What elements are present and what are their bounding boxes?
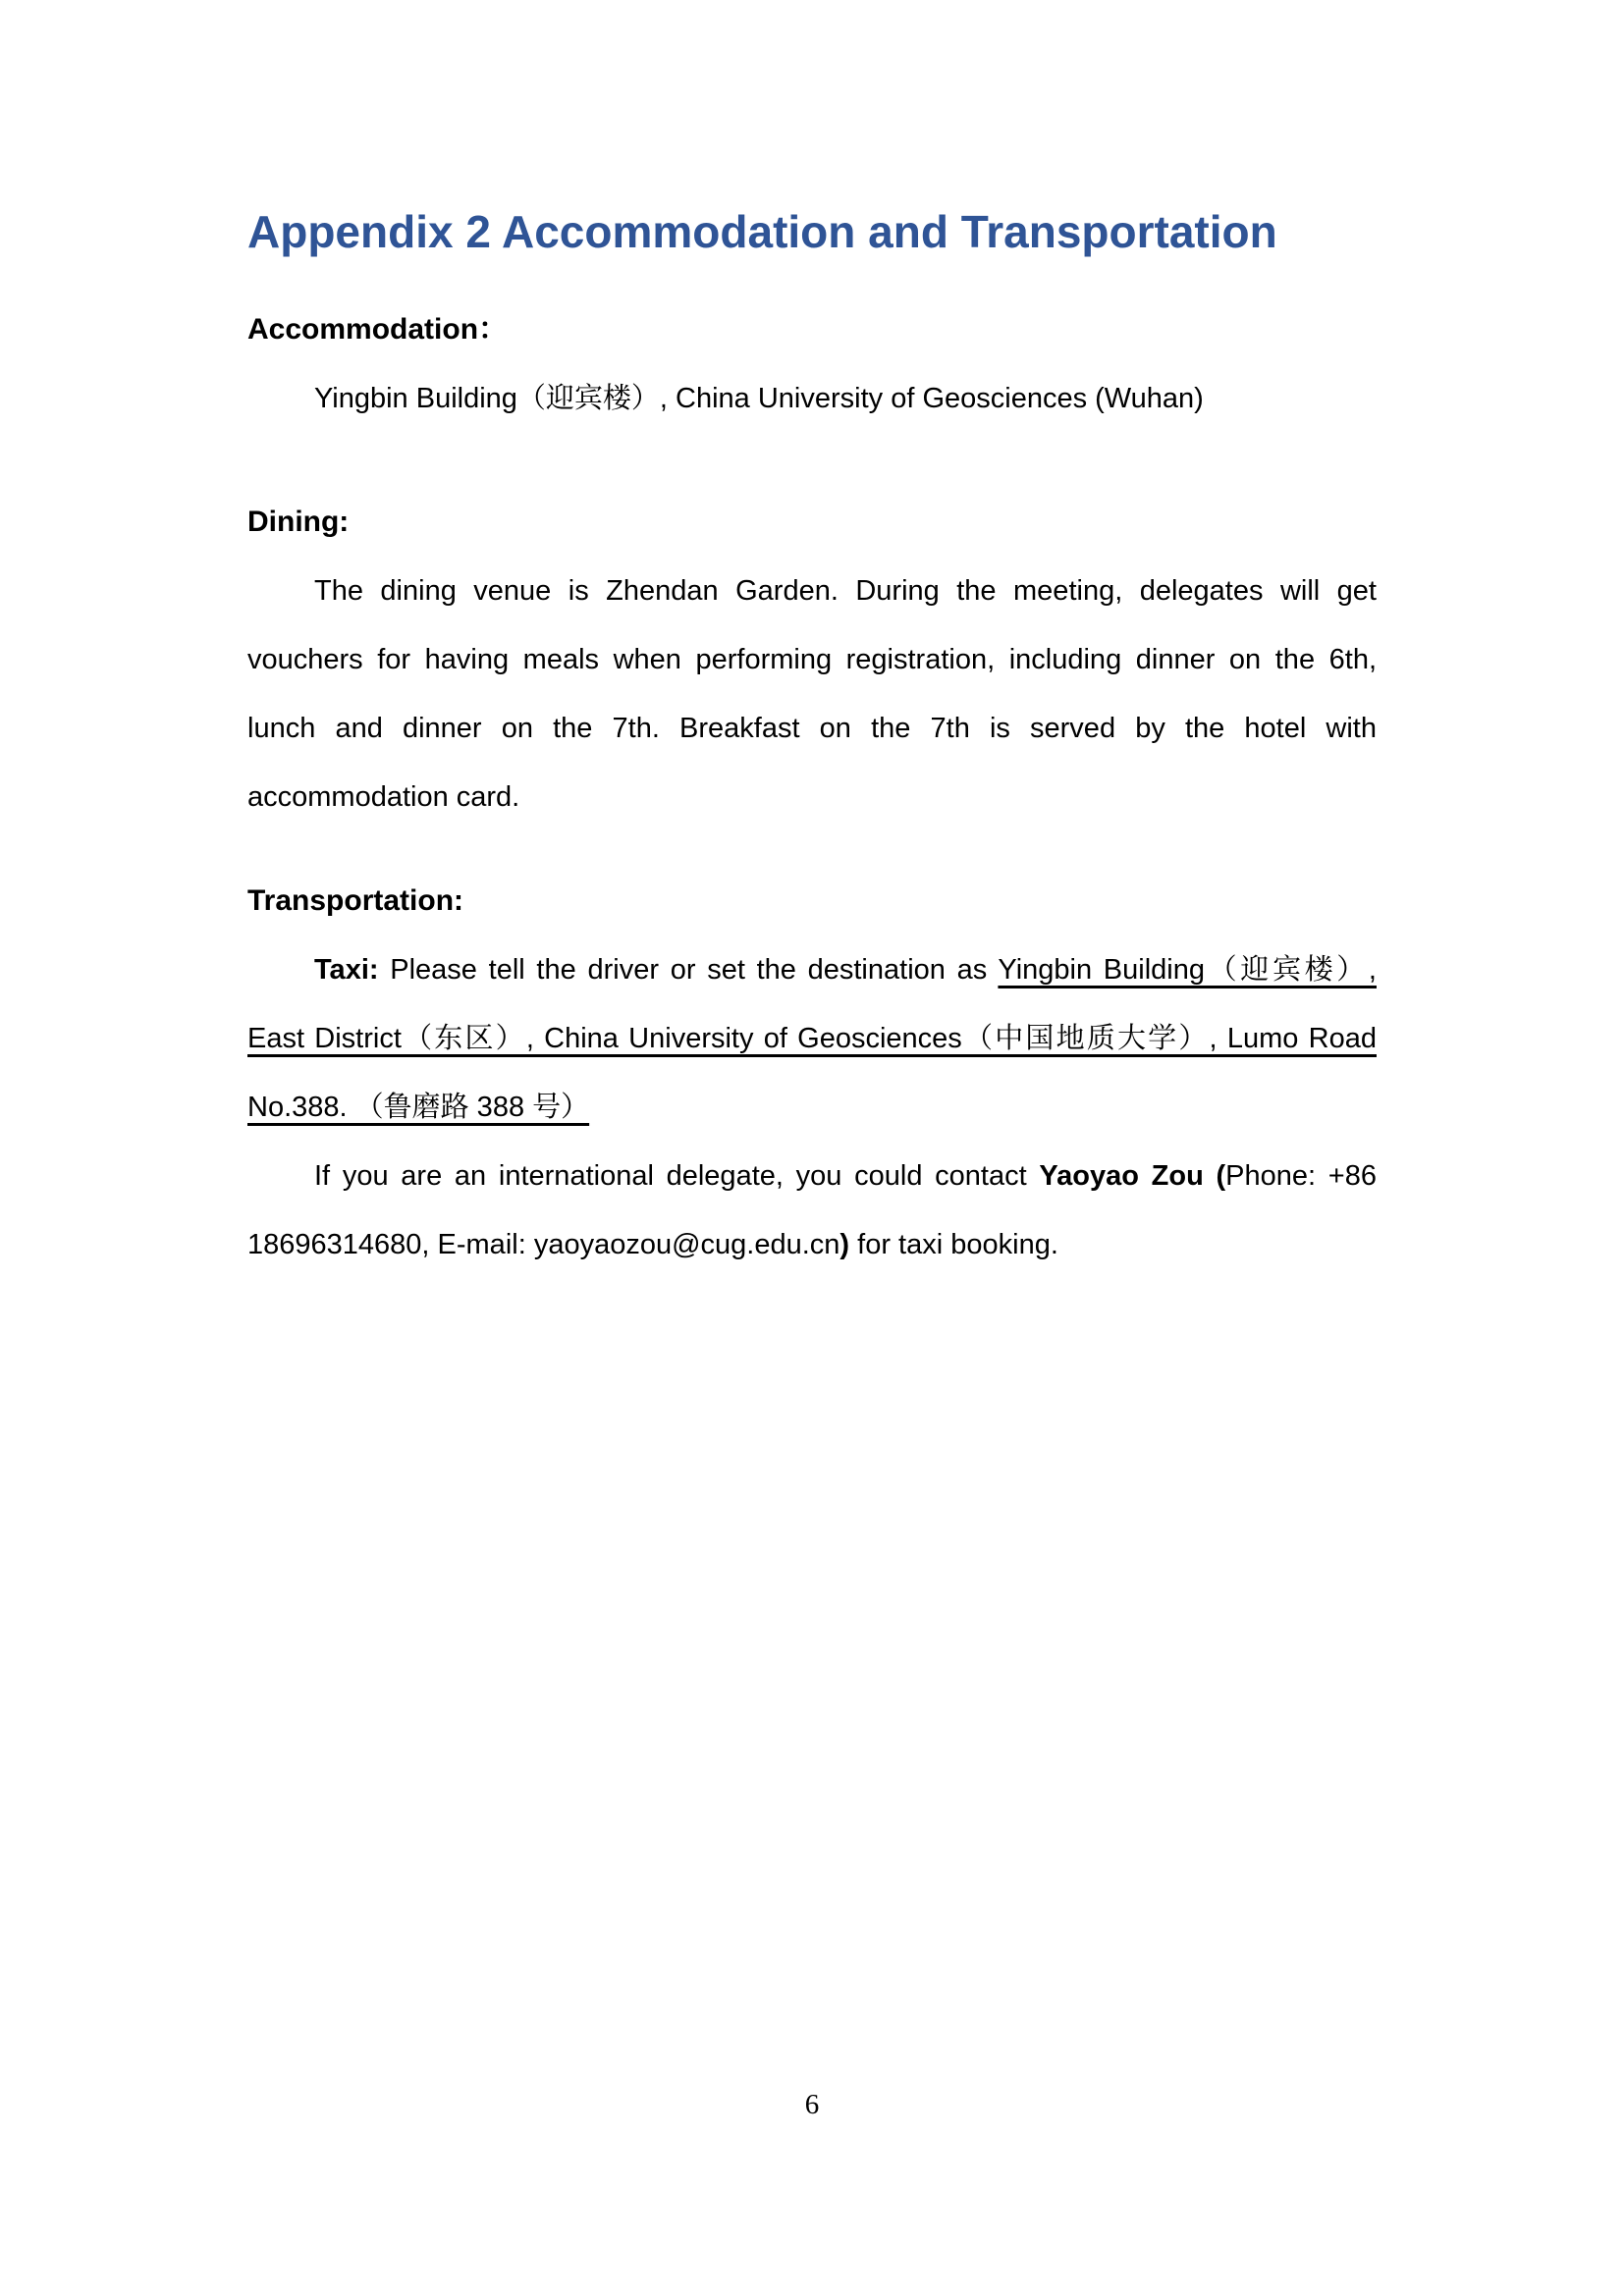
taxi-lead-text: Please tell the driver or set the destination as (378, 954, 999, 986)
dining-heading: Dining: (247, 506, 350, 538)
contact-name: Yaoyao Zou (1039, 1160, 1204, 1192)
taxi-label: Taxi: (314, 954, 379, 986)
contact-close-paren: ) (839, 1229, 850, 1260)
taxi-destination-underlined: Yingbin Building（迎宾楼）, East District（东区）, China University of Geosciences（中国地质大学）, Lumo Road No.388. （鲁磨路 388 号） (247, 954, 1377, 1123)
contact-paragraph (247, 1142, 1377, 1279)
contact-details: Phone: +86 18696314680, E-mail: yaoyaozou@cug.edu.cn (247, 1160, 1377, 1260)
taxi-paragraph (247, 935, 1377, 1142)
page-number: 6 (804, 2089, 820, 2120)
accommodation-heading: Accommodation： (247, 313, 509, 346)
contact-open-paren: ( (1203, 1160, 1226, 1192)
contact-lead-text: If you are an international delegate, you could contact (314, 1160, 1040, 1192)
appendix-title: Appendix 2 Accommodation and Transportation (247, 206, 1277, 257)
contact-tail-text: for taxi booking. (849, 1229, 1058, 1260)
dining-body: The dining venue is Zhendan Garden. During the meeting, delegates will get vouchers for having meals when performing registration, including dinner on the 6th, lunch and dinner on the 7th. Breakfast on the 7th is served by the hotel with accommodation card. (247, 575, 1377, 813)
accommodation-body: Yingbin Building（迎宾楼）, China University of Geosciences (Wuhan) (314, 383, 1204, 414)
transportation-heading: Transportation: (247, 884, 464, 917)
